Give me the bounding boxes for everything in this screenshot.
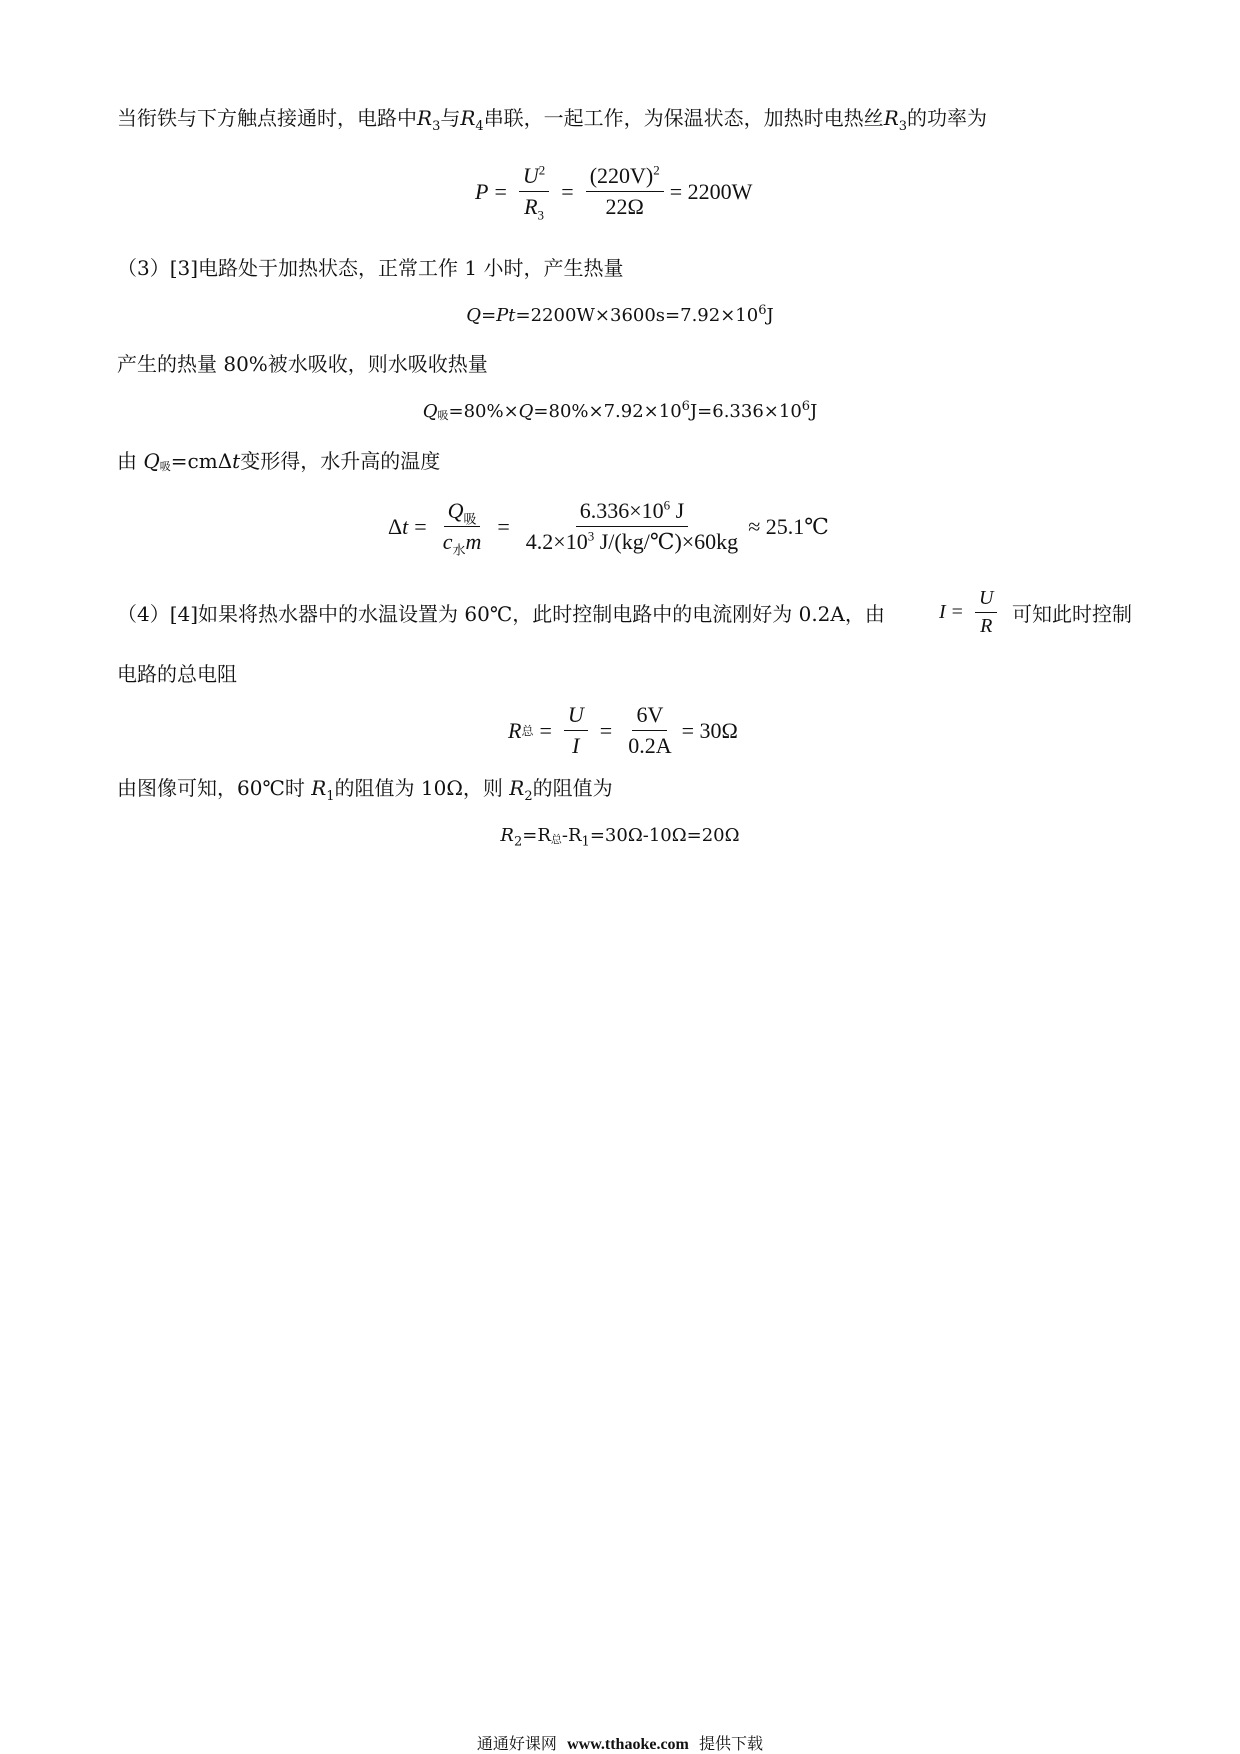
fraction-denominator: [439, 527, 486, 558]
symbol-p: P: [496, 305, 509, 326]
denominator-value: J/(kg/℃)×60kg: [594, 529, 739, 554]
subscript: 3: [898, 119, 908, 134]
fraction-denominator: I: [572, 733, 580, 758]
symbol-r: R: [500, 825, 514, 846]
text-line-graph-reading: [117, 774, 613, 802]
equation-body: =80%×7.92×10: [533, 401, 682, 422]
text-segment: 由图像可知，60℃时: [117, 776, 305, 800]
equation-r2: [0, 822, 1240, 854]
fraction-numerator: U: [975, 587, 997, 613]
symbol-r: R: [509, 776, 525, 800]
equals-sign: =: [497, 513, 510, 539]
subscript: 4: [475, 119, 484, 134]
symbol-t: t: [508, 305, 516, 326]
numerator-unit: J: [670, 498, 685, 523]
symbol-q: Q: [143, 449, 160, 473]
equation-heat-produced: $Q=Pt=2200W\times 3600s=7.92\times 10^6J$: [466, 303, 774, 326]
symbol-r: R: [883, 106, 899, 130]
fraction-numerator: U: [564, 702, 588, 731]
fraction-numerator: [576, 498, 688, 527]
fraction-denominator: 22Ω: [605, 194, 644, 219]
footer-download-text: 提供下载: [699, 1734, 764, 1753]
fraction-voltage-over-resistance: [586, 163, 664, 220]
symbol-r: R: [460, 106, 476, 130]
text-segment: 变形得，水升高的温度: [240, 449, 441, 473]
text-segment: =cm: [170, 449, 218, 473]
text-line-series-statement: [117, 104, 987, 132]
footer-url[interactable]: www.tthaoke.com: [567, 1736, 689, 1753]
superscript: 6: [681, 399, 690, 414]
symbol-r: R: [524, 194, 538, 219]
text-line-total-resistance: 电路的总电阻: [117, 662, 237, 686]
equation-body: =R: [522, 825, 551, 846]
subscript: 3: [432, 119, 441, 134]
text-line-part4-intro: [117, 600, 885, 628]
equals-sign: =: [539, 717, 552, 743]
symbol-delta: Δ: [217, 449, 233, 473]
symbol-t: t: [402, 513, 409, 539]
symbol-r: R: [417, 106, 433, 130]
inline-ohms-law: [939, 587, 1003, 638]
subscript-water: 水: [452, 542, 466, 558]
equals-sign: =: [951, 601, 963, 623]
equation-unit: J: [766, 305, 774, 326]
symbol-t: t: [232, 449, 241, 473]
text-segment: 由: [117, 449, 137, 473]
text-segment: 的阻值为 10Ω，则: [334, 776, 503, 800]
subscript: 1: [326, 789, 335, 804]
symbol-q: Q: [518, 401, 534, 422]
symbol-r: R: [311, 776, 327, 800]
equals-sign: =: [494, 178, 507, 204]
equation-heat-absorbed: [0, 398, 1240, 430]
fraction-u-over-i: [564, 702, 588, 759]
superscript: 3: [587, 528, 595, 544]
superscript: 2: [538, 162, 546, 178]
equation-temperature-rise: [388, 497, 829, 558]
fraction-numerator: [444, 498, 481, 527]
footer-site-name: 通通好课网: [476, 1734, 557, 1753]
superscript: 6: [801, 399, 811, 414]
superscript: 2: [653, 162, 660, 178]
fraction-u2-over-r3: [519, 162, 549, 223]
text-segment: （4）[4]如果将热水器中的水温设置为 60℃，此时控制电路中的电流刚好为 0.2A，由: [117, 602, 885, 626]
superscript: 6: [663, 497, 671, 513]
symbol-delta: Δ: [388, 513, 403, 539]
subscript: 2: [524, 789, 533, 804]
equals-sign: =: [414, 513, 427, 539]
equals-sign: =: [561, 178, 574, 204]
symbol-u: U: [522, 163, 539, 188]
equation-result: ≈ 25.1℃: [748, 513, 829, 539]
text-segment: 的阻值为: [532, 776, 613, 800]
numerator-value: (220V): [589, 163, 654, 188]
fraction-q-over-cm: [439, 498, 486, 558]
text-segment: 的功率为: [907, 106, 988, 130]
equation-body: J=6.336×10: [689, 401, 802, 422]
text-segment: 当衔铁与下方触点接通时，电路中: [117, 106, 417, 130]
text-segment: 串联，一起工作，为保温状态，加热时电热丝: [483, 106, 884, 130]
symbol-c: c: [442, 529, 453, 554]
symbol-q: Q: [422, 401, 438, 422]
symbol-m: m: [465, 529, 482, 554]
equation-body: =30Ω-10Ω=20Ω: [589, 825, 740, 846]
text-segment-part4-tail: 可知此时控制: [1012, 602, 1132, 626]
numerator-value: 6.336×10: [579, 498, 664, 523]
subscript-total: 总: [550, 833, 562, 846]
equation-result: = 2200W: [669, 178, 753, 204]
subscript: 2: [513, 834, 523, 850]
equation-result: = 30Ω: [681, 717, 738, 743]
fraction-u-over-r: [975, 587, 997, 638]
equation-total-resistance: R 总 = $\frac{U}{I}$ = $\frac{6V}{0.2A}$ = 30Ω: [508, 702, 738, 758]
equation-unit: J: [810, 401, 818, 422]
fraction-denominator: 0.2A: [628, 733, 672, 758]
fraction-denominator: [520, 192, 548, 223]
denominator-value: 4.2×10: [525, 529, 588, 554]
subscript-xi: 吸: [437, 409, 449, 422]
fraction-denominator: R: [980, 615, 993, 637]
text-segment: 与: [440, 106, 461, 130]
equals-sign: =: [599, 717, 613, 743]
subscript-xi: 吸: [463, 511, 477, 527]
symbol-i: I: [939, 601, 946, 623]
fraction-6v-over-02a: [624, 702, 675, 759]
text-line-temperature-rise-intro: [117, 447, 440, 481]
fraction-denominator: [522, 527, 742, 555]
text-line-part3-intro: （3）[3]电路处于加热状态，正常工作 1 小时，产生热量: [117, 256, 624, 280]
page-footer: [0, 1731, 1240, 1754]
subscript-xi: 吸: [159, 460, 171, 473]
subscript: 3: [537, 207, 545, 223]
fraction-numerator: [586, 163, 664, 192]
symbol-q: Q: [447, 498, 464, 523]
symbol-p: P: [475, 178, 489, 204]
equation-body: =80%×: [448, 401, 519, 422]
superscript: 6: [758, 303, 767, 318]
fraction-numeric: [522, 498, 742, 555]
subscript: 1: [581, 834, 590, 850]
symbol-r: R: [508, 717, 522, 743]
fraction-numerator: 6V: [632, 702, 667, 731]
symbol-q: Q: [466, 305, 482, 326]
text-line-heat-absorbed: 产生的热量 80%被水吸收，则水吸收热量: [117, 352, 488, 376]
equation-power: [475, 162, 753, 223]
fraction-numerator: [519, 163, 549, 192]
equation-body: -R: [561, 825, 582, 846]
equation-body: =2200W×3600s=7.92×10: [515, 305, 759, 326]
